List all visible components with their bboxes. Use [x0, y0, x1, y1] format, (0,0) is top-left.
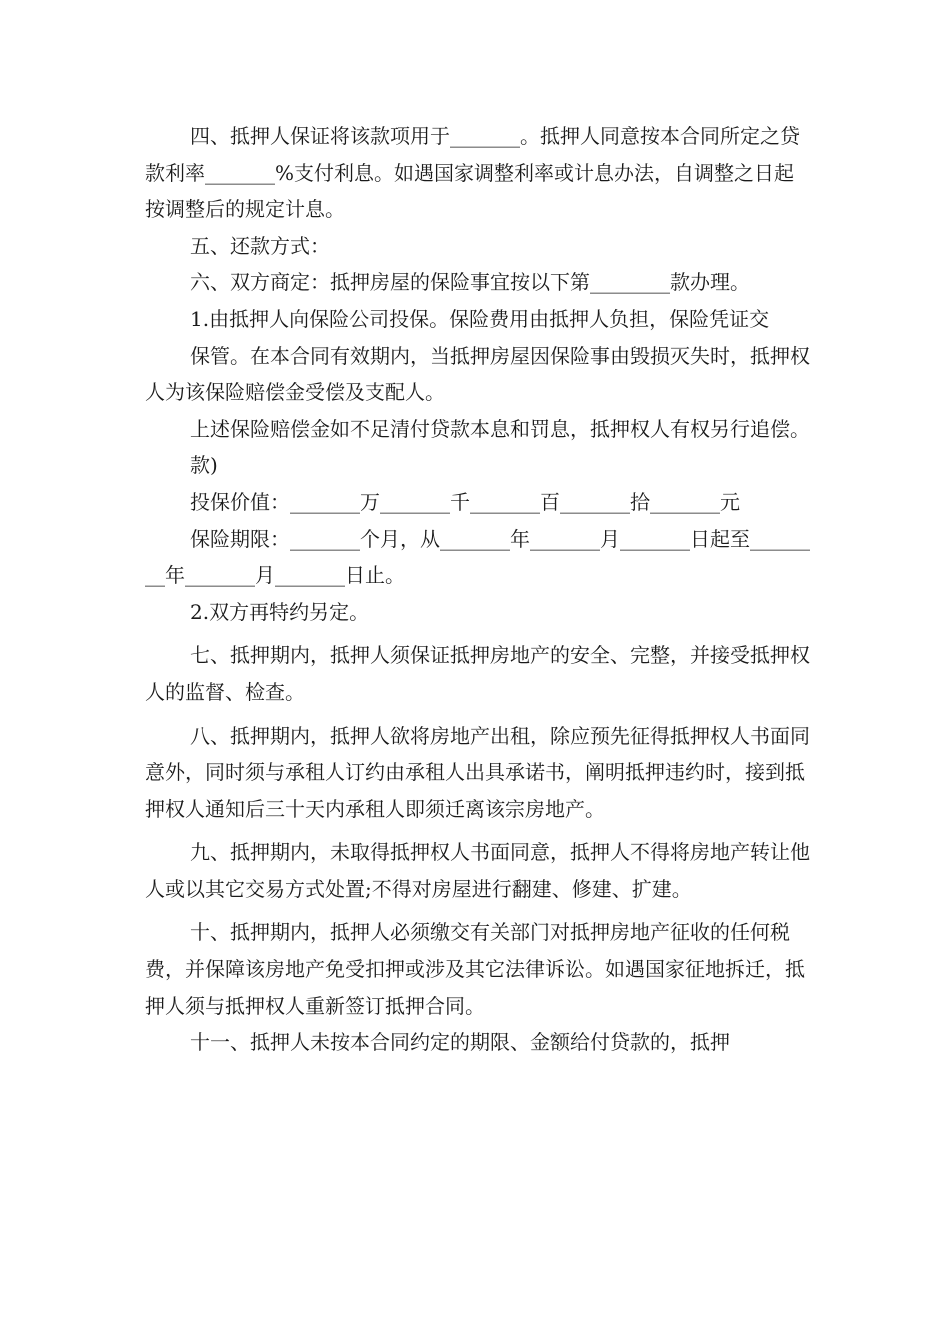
clause-6-option-1-custody: 保管。在本合同有效期内，当抵押房屋因保险事由毁损灭失时，抵押权人为该保险赔偿金受偿及支配人。	[145, 343, 810, 405]
clause-6-option-1: 1.由抵押人向保险公司投保。保险费用由抵押人负担，保险凭证交	[190, 306, 770, 331]
clause-6-option-1-recovery: 上述保险赔偿金如不足清付贷款本息和罚息，抵押权人有权另行追偿。	[190, 416, 810, 441]
clause-8: 八、抵押期内，抵押人欲将房地产出租，除应预先征得抵押权人书面同意外，同时须与承租人订约由承租人出具承诺书，阐明抵押违约时，接到抵押权人通知后三十天内承租人即须迁离该宗房地产。	[145, 723, 810, 821]
clause-4: 四、抵押人保证将该款项用于_______。抵押人同意按本合同所定之贷款利率_______%支付利息。如遇国家调整利率或计息办法，自调整之日起按调整后的规定计息。	[145, 124, 800, 222]
clause-10: 十、抵押期内，抵押人必须缴交有关部门对抵押房地产征收的任何税费，并保障该房地产免受扣押或涉及其它法律诉讼。如遇国家征地拆迁，抵押人须与抵押权人重新签订抵押合同。	[145, 920, 805, 1018]
clause-6: 六、双方商定：抵押房屋的保险事宜按以下第________款办理。	[190, 270, 750, 295]
document-page	[145, 118, 810, 1061]
clause-11: 十一、抵押人未按本合同约定的期限、金额给付贷款的，抵押	[190, 1030, 730, 1055]
insured-value-line: 投保价值：_______万_______千_______百_______拾_______元	[190, 489, 740, 514]
insurance-period-line: 保险期限：_______个月，从_______年_______月_______日起至________年_______月_______日止。	[145, 526, 810, 588]
clause-6-option-1-note: 款)	[190, 453, 218, 478]
clause-7: 七、抵押期内，抵押人须保证抵押房地产的安全、完整，并接受抵押权人的监督、检查。	[145, 643, 810, 704]
clause-6-option-2: 2.双方再特约另定。	[190, 599, 370, 624]
clause-5: 五、还款方式：	[190, 233, 330, 258]
clause-9: 九、抵押期内，未取得抵押权人书面同意，抵押人不得将房地产转让他人或以其它交易方式处置;不得对房屋进行翻建、修建、扩建。	[145, 840, 810, 901]
